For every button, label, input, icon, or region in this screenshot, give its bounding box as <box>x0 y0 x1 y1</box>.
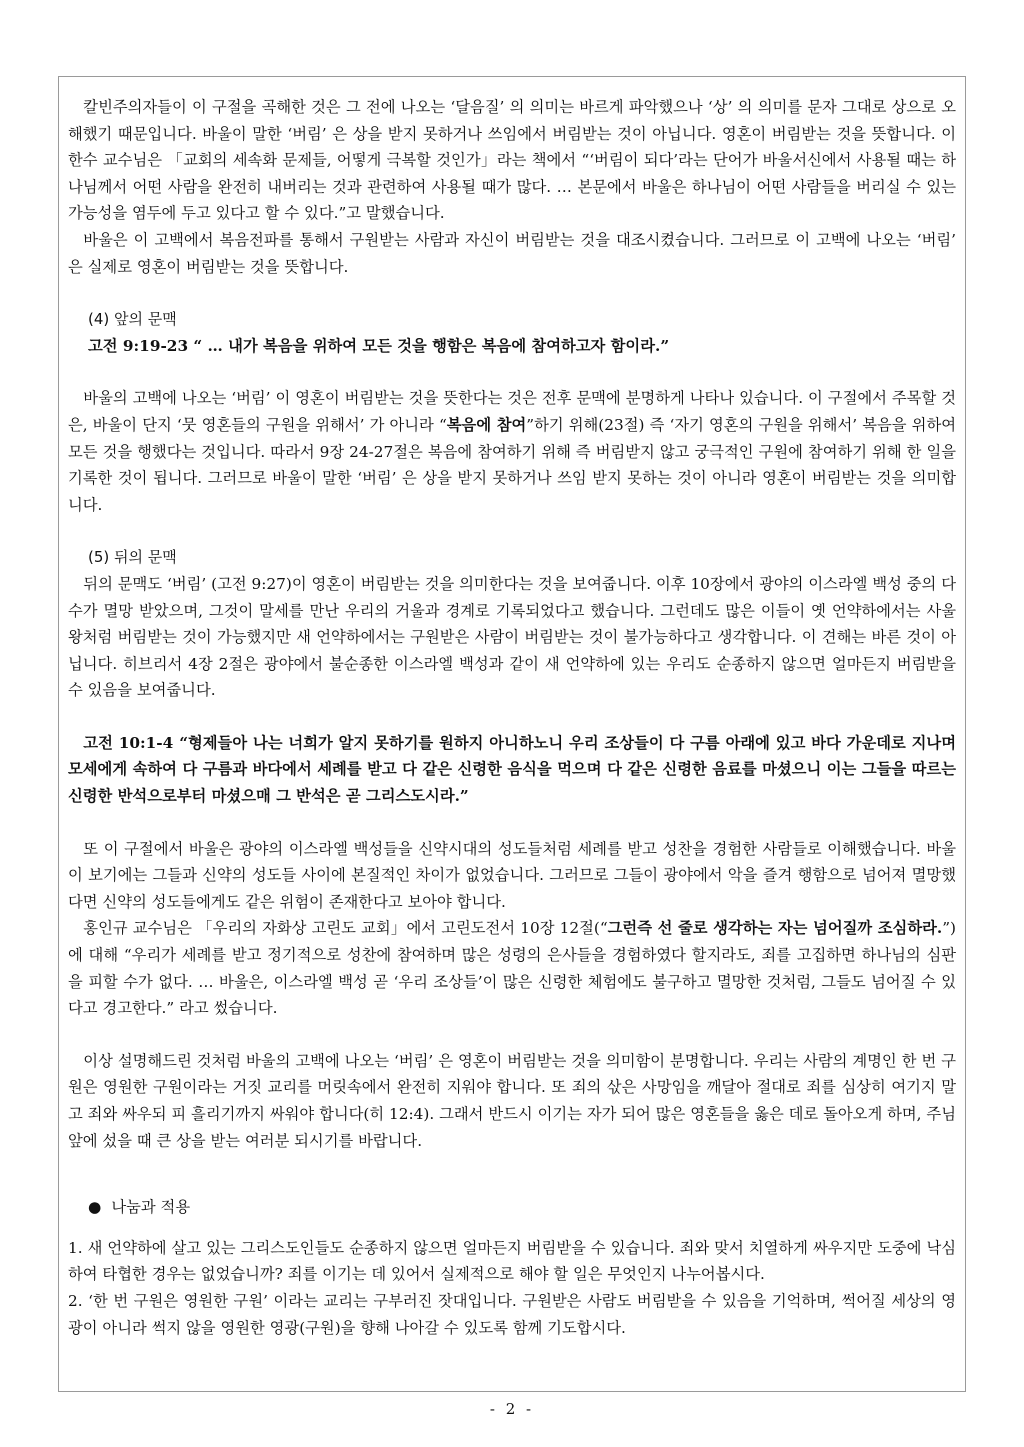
verse-text: 내가 복음을 위하여 모든 것을 행함은 복음에 참여하고자 함이라. <box>228 336 661 355</box>
section5-body3-b: ”)에 대해 “우리가 세례를 받고 정기적으로 성찬에 참여하며 많은 성령의 은사들을 경험하였다 할지라도, 죄를 고집하면 하나님의 심판을 피할 수가 없다. … 바울은, 이스라엘 백성 곧 ‘우리 조상들’이 많은 신령한 체험에도 불구하고 멸망한 것처럼, 그들도 넘어질 수 있다고 경고한다.” 라고 썼습니다. <box>68 919 956 1018</box>
section5-verse: 고전 10:1-4 “형제들아 나는 너희가 알지 못하기를 원하지 아니하노니 우리 조상들이 다 구름 아래에 있고 바다 가운데로 지나며 모세에게 속하여 다 구름과 바다에서 세례를 받고 다 같은 신령한 음식을 먹으며 다 같은 신령한 음료를 마셨으니 이는 그들을 따르는 신령한 반석으로부터 마셨으매 그 반석은 곧 그리스도시라.” <box>68 733 956 806</box>
section4-body-b: ”하기 위해(23절) 즉 ‘자기 영혼의 구원을 위해서’ 복음을 위하여 모든 것을 행했다는 것입니다. 따라서 9장 24-27절은 복음에 참여하기 위해 즉 버림받지 않고 궁극적인 구원에 참여하기 위해 한 일을 기록한 것이 됩니다. 그러므로 바울이 말한 ‘버림’ 은 상을 받지 못하거나 쓰임 받지 못하는 것이 아니라 영혼이 버림받는 것을 의미합니다. <box>68 415 956 514</box>
verse-ref: 고전 9:19-23 “ … <box>88 336 229 355</box>
bullet-icon: ● <box>88 1198 102 1217</box>
paragraph-intro-1: 칼빈주의자들이 이 구절을 곡해한 것은 그 전에 나오는 ‘달음질’ 의 의미는 바르게 파악했으나 ‘상’ 의 의미를 문자 그대로 상으로 오해했기 때문입니다. 바울이 말한 ‘버림’ 은 상을 받지 못하거나 쓰임에서 버림받는 것이 아닙니다. 영혼이 버림받는 것을 뜻합니다. 이한수 교수님은 「교회의 세속화 문제들, 어떻게 극복할 것인가」라는 책에서 “‘버림이 되다’라는 단어가 바울서신에서 사용될 때는 하나님께서 어떤 사람을 완전히 내버리는 것과 관련하여 사용될 때가 많다. … 본문에서 바울은 하나님이 어떤 사람들을 버리실 수 있는 가능성을 염두에 두고 있다고 할 수 있다.”고 말했습니다. <box>68 98 956 223</box>
sharing-heading <box>68 1194 956 1221</box>
sharing-heading-text: 나눔과 적용 <box>111 1198 191 1217</box>
section5-body: 뒤의 문맥도 ‘버림’ (고전 9:27)이 영혼이 버림받는 것을 의미한다는 것을 보여줍니다. 이후 10장에서 광야의 이스라엘 백성 중의 다수가 멸망 받았으며, 그것이 말세를 만난 우리의 거울과 경계로 기록되었다고 했습니다. 그런데도 많은 이들이 옛 언약하에서는 사울 왕처럼 버림받는 것이 가능했지만 새 언약하에서는 구원받은 사람이 버림받는 것이 불가능하다고 생각합니다. 이 견해는 바른 것이 아닙니다. 히브리서 4장 2절은 광야에서 불순종한 이스라엘 백성과 같이 새 언약하에 있는 우리도 순종하지 않으면 얼마든지 버림받을 수 있음을 보여줍니다. <box>68 574 956 700</box>
paragraph-intro-2: 바울은 이 고백에서 복음전파를 통해서 구원받는 사람과 자신이 버림받는 것을 대조시켰습니다. 그러므로 이 고백에 나오는 ‘버림’ 은 실제로 영혼이 버림받는 것을 뜻합니다. <box>68 230 956 276</box>
page-number: - 2 - <box>489 1400 535 1418</box>
section5-body-3 <box>68 915 956 1021</box>
section4-body <box>68 385 956 518</box>
section4-body-a: 바울의 고백에 나오는 ‘버림’ 이 영혼이 버림받는 것을 뜻한다는 것은 전후 문맥에 분명하게 나타나 있습니다. 이 구절에서 주목할 것은, 바울이 단지 ‘뭇 영혼들의 구원을 위해서’ 가 아니라 “ <box>68 389 956 434</box>
section-heading-4: (4) 앞의 문맥 <box>88 310 177 329</box>
section5-body3-bold: 그런즉 선 줄로 생각하는 자는 넘어질까 조심하라. <box>607 919 943 938</box>
section5-body3-a: 홍인규 교수님은 「우리의 자화상 고린도 교회」에서 고린도전서 10장 12절(“ <box>83 919 608 938</box>
section4-verse <box>68 333 956 360</box>
sharing-item: 2. ‘한 번 구원은 영원한 구원’ 이라는 교리는 구부러진 잣대입니다. 구원받은 사람도 버림받을 수 있음을 기억하며, 썩어질 세상의 영광이 아니라 썩지 않을 영원한 영광(구원)을 향해 나아갈 수 있도록 함께 기도합시다. <box>68 1291 956 1337</box>
section4-body-bold: 복음에 참여 <box>446 415 527 434</box>
conclusion-paragraph: 이상 설명해드린 것처럼 바울의 고백에 나오는 ‘버림’ 은 영혼이 버림받는 것을 의미함이 분명합니다. 우리는 사람의 계명인 한 번 구원은 영원한 구원이라는 거짓 교리를 머릿속에서 완전히 지워야 합니다. 또 죄의 삯은 사망임을 깨달아 절대로 죄를 심상히 여기지 말고 죄와 싸우되 피 흘리기까지 싸워야 합니다(히 12:4). 그래서 반드시 이기는 자가 되어 많은 영혼들을 옳은 데로 돌아오게 하며, 주님 앞에 섰을 때 큰 상을 받는 여러분 되시기를 바랍니다. <box>68 1051 956 1150</box>
verse-close: ” <box>660 336 670 355</box>
section-heading-5: (5) 뒤의 문맥 <box>88 548 177 567</box>
section5-body-2: 또 이 구절에서 바울은 광야의 이스라엘 백성들을 신약시대의 성도들처럼 세례를 받고 성찬을 경험한 사람들로 이해했습니다. 바울이 보기에는 그들과 신약의 성도들 사이에 본질적인 차이가 없었습니다. 그러므로 그들이 광야에서 악을 즐겨 행함으로 넘어져 멸망했다면 신약의 성도들에게도 같은 위험이 존재한다고 보아야 합니다. <box>68 839 956 911</box>
sharing-item: 1. 새 언약하에 살고 있는 그리스도인들도 순종하지 않으면 얼마든지 버림받을 수 있습니다. 죄와 맞서 치열하게 싸우지만 도중에 낙심하여 타협한 경우는 없었습니까? 죄를 이기는 데 있어서 실제적으로 해야 할 일은 무엇인지 나누어봅시다. <box>68 1238 956 1284</box>
document-body <box>68 94 956 1341</box>
